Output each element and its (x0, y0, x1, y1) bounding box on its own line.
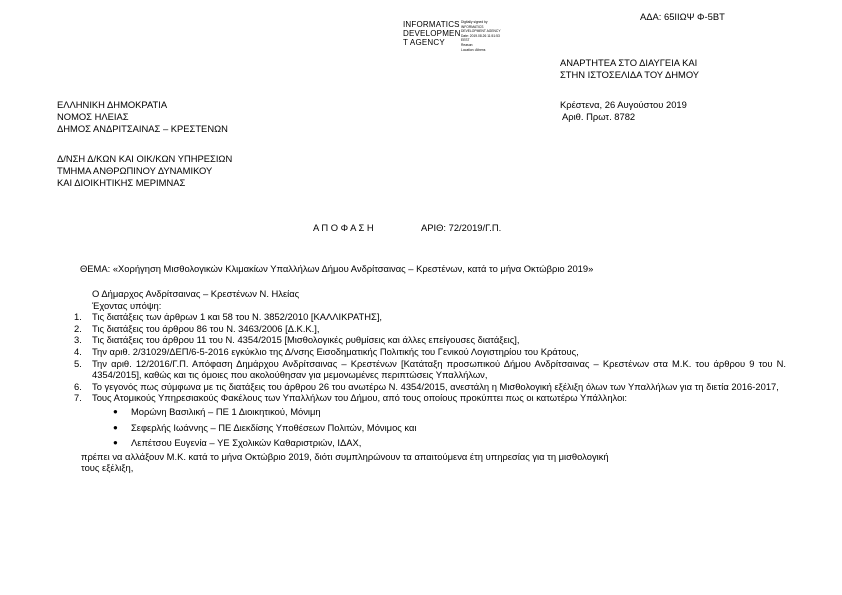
stamp-signature-line: Reason: (461, 42, 474, 47)
employee-text: Λεπέτσου Ευγενία – ΥΕ Σχολικών Καθαριστριών, ΙΔΑΧ, (131, 437, 362, 449)
decision-number: ΑΡΙΘ: 72/2019/Γ.Π. (421, 222, 502, 233)
considerations-list (74, 311, 786, 404)
item-text: Τους Ατομικούς Υπηρεσιακούς Φακέλους των Υπαλλήλων του Δήμου, από τους οποίους προκύπτει πως οι κατωτέρω Υπάλληλοι: (92, 392, 627, 404)
stamp-org-line: T AGENCY (403, 38, 445, 47)
list-item (74, 392, 786, 404)
mayor-line: Ο Δήμαρχος Ανδρίτσαινας – Κρεστένων Ν. Ηλείας (92, 288, 300, 299)
list-item (74, 311, 786, 323)
stamp-signature-line: Digitally signed by (461, 20, 488, 24)
stamp-signature-line: INFORMATICS (461, 24, 484, 29)
bullet-icon: ● (113, 422, 118, 432)
employee-item (78, 404, 786, 420)
item-text: Τις διατάξεις του άρθρου 86 του Ν. 3463/2006 [Δ.Κ.Κ.], (92, 322, 320, 334)
item-text: Τις διατάξεις του άρθρου 11 του Ν. 4354/2015 [Μισθολογικές ρυθμίσεις και άλλες επείγουσες διατάξεις], (92, 334, 520, 346)
item-number: 7. (74, 392, 82, 404)
item-number: 6. (74, 380, 82, 392)
list-item (74, 345, 786, 358)
closing-paragraph (81, 451, 786, 474)
considering-line: Έχοντας υπόψη: (92, 299, 162, 311)
list-item (74, 322, 786, 335)
department-line: ΚΑΙ ΔΙΟΙΚΗΤΙΚΗΣ ΜΕΡΙΜΝΑΣ (57, 177, 186, 188)
bullet-icon: ● (113, 406, 118, 416)
item-text: Την αριθ. 2/31029/ΔΕΠ/6-5-2016 εγκύκλιο της Δ/νσης Εισοδηματικής Πολιτικής του Γενικού Λογιστηρίου του Κράτους, (92, 345, 579, 357)
publication-notice-line: ΑΝΑΡΤΗΤΕΑ ΣΤΟ ΔΙΑΥΓΕΙΑ ΚΑΙ (560, 57, 698, 68)
decision-label: Α Π Ο Φ Α Σ Η (313, 222, 374, 233)
department-block (57, 153, 232, 189)
stamp-signature-details (461, 20, 501, 52)
issuer-block (57, 99, 228, 135)
item-number: 2. (74, 322, 82, 334)
subject-line: ΘΕΜΑ: «Χορήγηση Μισθολογικών Κλιμακίων Υπαλλήλων Δήμου Ανδρίτσαινας – Κρεστένων, κατά το μήνα Οκτώβριο 2019» (80, 263, 594, 274)
publication-notice-line: ΣΤΗΝ ΙΣΤΟΣΕΛΙΔΑ ΤΟΥ ΔΗΜΟΥ (560, 69, 700, 80)
item-text: Τις διατάξεις των άρθρων 1 και 58 του Ν. 3852/2010 [ΚΑΛΛΙΚΡΑΤΗΣ], (92, 311, 383, 323)
place-date: Κρέστενα, 26 Αυγούστου 2019 (560, 99, 687, 110)
item-text: Την αριθ. 12/2016/Γ.Π. Απόφαση Δημάρχου Ανδρίτσαινας – Κρεστένων [Κατάταξη προσωπικού Δήμου Ανδρίτσαινας – Κρεστένων στα Μ.Κ. του άρθρου 9 του Ν. 4354/2015], καθώς και τις όμοιες που ακολούθησαν για μεμονωμένες περιπτώσεις Υπαλλήλων, (92, 357, 786, 381)
employees-list (78, 404, 786, 451)
stamp-org-line: INFORMATICS (403, 20, 460, 29)
item-number: 5. (74, 357, 82, 369)
stamp-organization (403, 20, 461, 47)
closing-line: πρέπει να αλλάξουν Μ.Κ. κατά το μήνα Οκτώβριο 2019, διότι συμπληρώνουν τα απαιτούμενα έτη υπηρεσίας για τη μισθολογική (81, 450, 609, 462)
protocol-number: Αριθ. Πρωτ. 8782 (562, 111, 636, 122)
stamp-signature-line: DEVELOPMENT AGENCY (461, 29, 501, 34)
item-number: 4. (74, 345, 82, 357)
issuer-line: ΔΗΜΟΣ ΑΝΔΡΙΤΣΑΙΝΑΣ – ΚΡΕΣΤΕΝΩΝ (57, 123, 228, 134)
item-text: Το γεγονός πως σύμφωνα με τις διατάξεις του άρθρου 26 του ανωτέρω Ν. 4354/2015, ανεστάλη η Μισθολογική εξέλιξη όλων των Υπαλλήλων για τη διετία 2016-2017, (92, 380, 779, 392)
bullet-icon: ● (113, 438, 118, 448)
stamp-signature-line: EEST (461, 38, 470, 43)
stamp-signature-line: Location: Athens (461, 47, 486, 52)
stamp-signature-line: Date: 2019.08.26 11:51:53 (461, 33, 500, 38)
employee-text: Σεφερλής Ιωάννης – ΠΕ Διεκδίσης Υποθέσεων Πολιτών, Μόνιμος και (131, 421, 417, 433)
issuer-line: ΕΛΛΗΝΙΚΗ ΔΗΜΟΚΡΑΤΙΑ (57, 99, 168, 110)
digital-signature-stamp (403, 20, 533, 56)
list-item (74, 334, 786, 346)
department-line: ΤΜΗΜΑ ΑΝΘΡΩΠΙΝΟΥ ΔΥΝΑΜΙΚΟΥ (57, 165, 213, 176)
stamp-org-line: DEVELOPMEN (403, 29, 461, 38)
list-item (74, 357, 786, 381)
decision-body (74, 288, 786, 474)
department-line: Δ/ΝΣΗ Δ/ΚΩΝ ΚΑΙ ΟΙΚ/ΚΩΝ ΥΠΗΡΕΣΙΩΝ (57, 153, 233, 164)
issuer-line: ΝΟΜΟΣ ΗΛΕΙΑΣ (57, 111, 129, 122)
item-number: 3. (74, 334, 82, 346)
publication-notice (560, 57, 699, 81)
item-number: 1. (74, 311, 82, 323)
employee-text: Μορώνη Βασιλική – ΠΕ 1 Διοικητικού, Μόνιμη (131, 405, 321, 417)
list-item (74, 380, 786, 393)
closing-line: τους εξέλιξη, (81, 462, 134, 474)
employee-item (78, 435, 786, 451)
ada-code: ΑΔΑ: 65ΙΙΩΨ Φ-5ΒΤ (640, 11, 725, 22)
employee-item (78, 420, 786, 436)
